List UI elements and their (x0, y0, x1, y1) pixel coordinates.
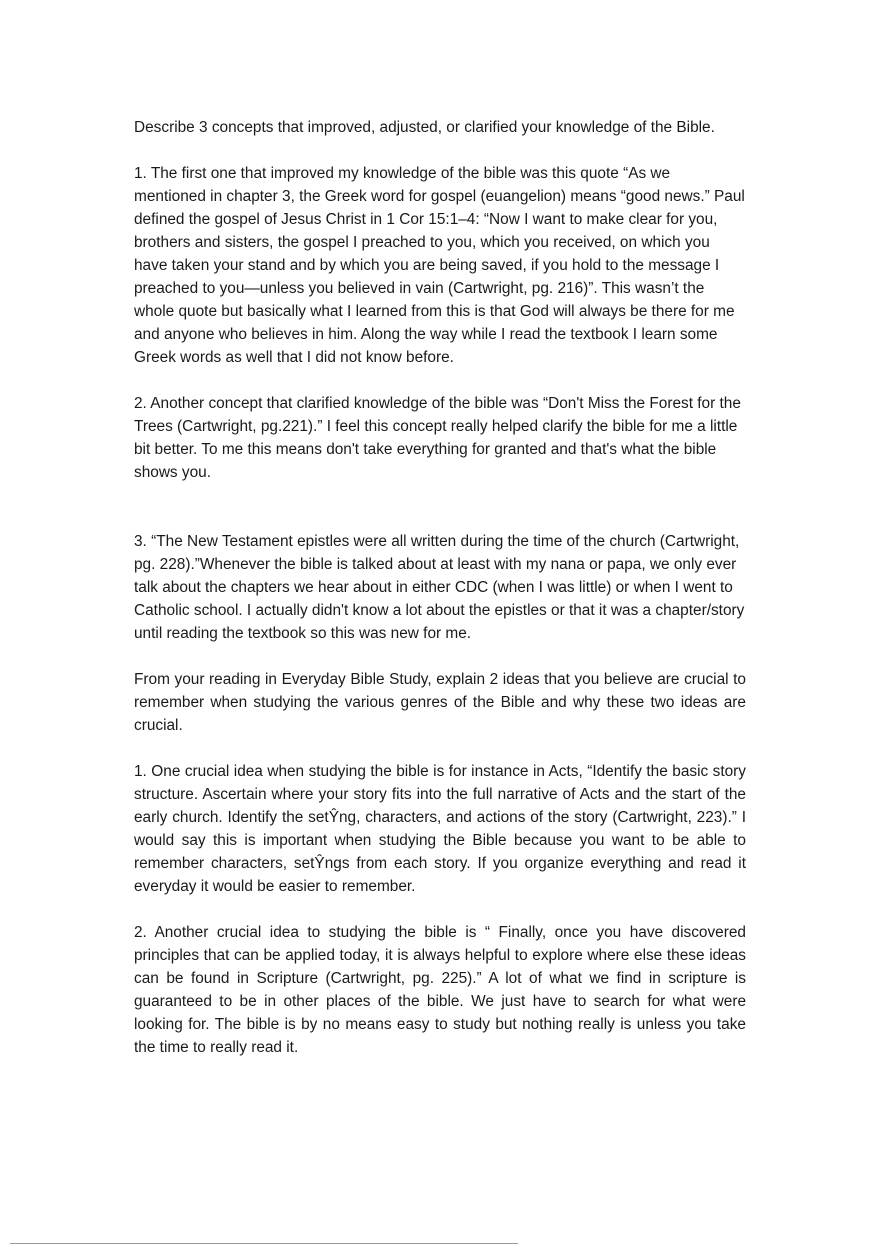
document-body (134, 116, 746, 1082)
question-2-answer-2: 2. Another crucial idea to studying the bible is “ Finally, once you have discovered principles that can be applied today, it is always helpful to explore where else these ideas can be found in Scripture (Cartwright, pg. 225).” A lot of what we find in scripture is guaranteed to be in other places of the bible. We just have to search for what were looking for. The bible is by no means easy to study but nothing really is unless you take the time to really read it. (134, 924, 746, 1056)
question-2-answer-1: 1. One crucial idea when studying the bible is for instance in Acts, “Identify the basic story structure. Ascertain where your story fits into the full narrative of Acts and the start of the early church. Identify the setŶng, characters, and actions of the story (Cartwright, 223).” I would say this is important when studying the Bible because you want to be able to remember characters, setŶngs from each story. If you organize everything and read it everyday it would be easier to remember. (134, 763, 746, 895)
question-1: Describe 3 concepts that improved, adjusted, or clarified your knowledge of the Bible. (134, 119, 715, 136)
footer-divider (10, 1243, 518, 1244)
question-1-answer-2: 2. Another concept that clarified knowledge of the bible was “Don't Miss the Forest for the Trees (Cartwright, pg.221).” I feel this concept really helped clarify the bible for me a little bit better. To me this means don't take everything for granted and that's what the bible shows you. (134, 395, 741, 481)
question-2: From your reading in Everyday Bible Study, explain 2 ideas that you believe are crucial to remember when studying the various genres of the Bible and why these two ideas are crucial. (134, 671, 746, 734)
question-1-answer-3: 3. “The New Testament epistles were all written during the time of the church (Cartwright, pg. 228).”Whenever the bible is talked about at least with my nana or papa, we only ever talk about the chapters we hear about in either CDC (when I was little) or when I went to Catholic school. I actually didn't know a lot about the epistles or that it was a chapter/story until reading the textbook so this was new for me. (134, 533, 745, 642)
question-1-answer-1: 1. The first one that improved my knowledge of the bible was this quote “As we mentioned in chapter 3, the Greek word for gospel (euangelion) means “good news.” Paul defined the gospel of Jesus Christ in 1 Cor 15:1–4: “Now I want to make clear for you, brothers and sisters, the gospel I preached to you, which you received, on which you have taken your stand and by which you are being saved, if you hold to the message I preached to you—unless you believed in vain (Cartwright, pg. 216)”. This wasn’t the whole quote but basically what I learned from this is that God will always be there for me and anyone who believes in him. Along the way while I read the textbook I learn some Greek words as well that I did not know before. (134, 165, 745, 366)
